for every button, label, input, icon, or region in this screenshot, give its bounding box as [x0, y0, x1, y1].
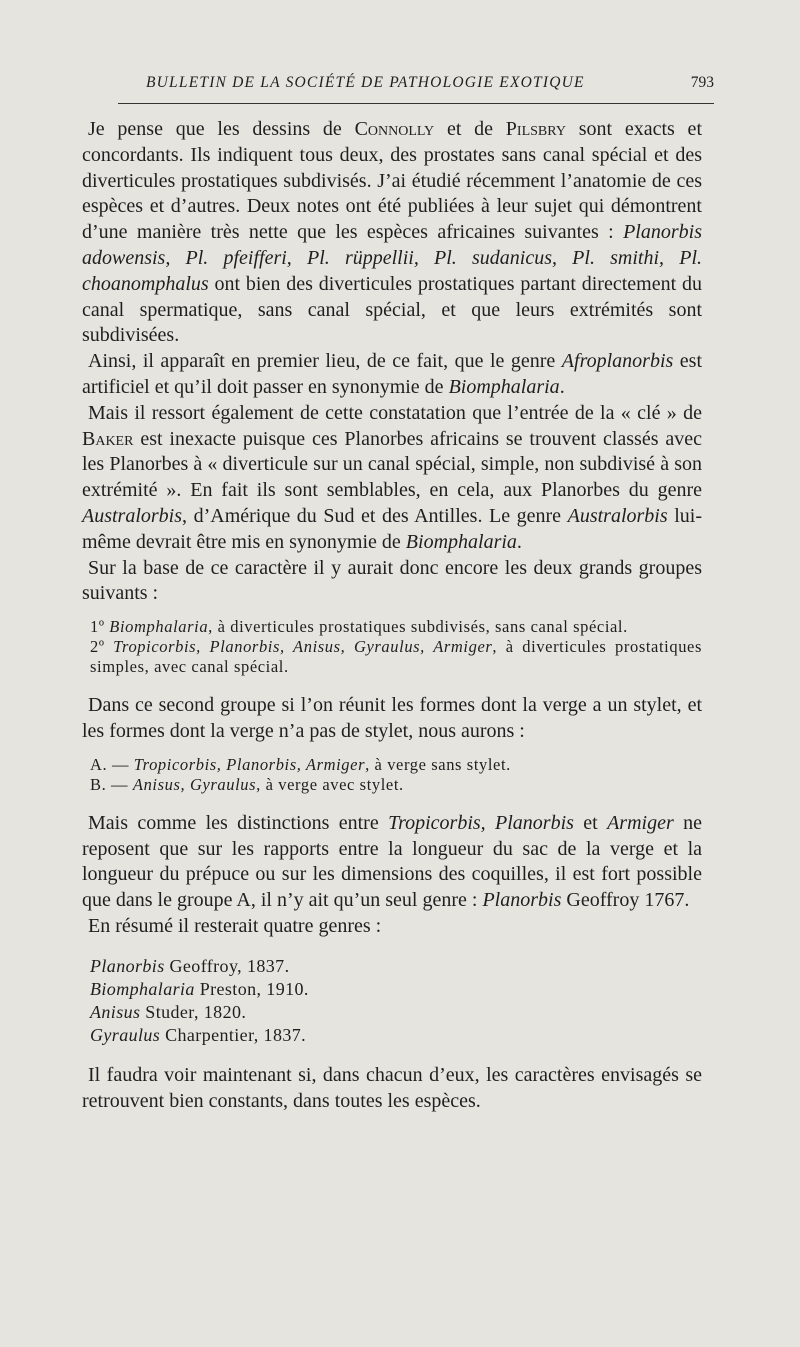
group-list: [82, 617, 702, 677]
paragraph-1: Je pense que les dessins de Connolly et de Pilsbry sont exacts et concordants. Ils indiquent tous deux, des prostates sans canal spécial et des diverticules prostatiques subdivisés. J’ai étudié récemment l’anatomie de ces espèces et d’autres. Deux notes ont été publiées à leur sujet qui démontrent d’une manière très nette que les espèces africaines suivantes : Planorbis adowensis, Pl. pfeifferi, Pl. rüppellii, Pl. sudanicus, Pl. smithi, Pl. choanomphalus ont bien des diverticules prostatiques partant directement du canal spermatique, sans canal spécial, et que leurs extrémités sont subdivisées.: [82, 118, 702, 347]
author-pilsbry: Pilsbry: [505, 118, 566, 140]
paragraph-7: En résumé il resterait quatre genres :: [88, 914, 382, 937]
paragraph-6: Mais comme les distinctions entre Tropicorbis, Planorbis et Armiger ne reposent que sur les rapports entre la longueur du sac de la verge et la longueur du prépuce ou sur les dimensions des coquilles, il est fort possible que dans le groupe A, il n’y ait qu’un seul genre : Planorbis Geoffroy 1767.: [82, 811, 702, 912]
list-item: Planorbis Geoffroy, 1837.: [90, 955, 290, 976]
list-item: Anisus Studer, 1820.: [90, 1001, 247, 1022]
list-item: Biomphalaria Preston, 1910.: [90, 978, 309, 999]
page-number: 793: [690, 74, 714, 91]
journal-title: BULLETIN DE LA SOCIÉTÉ DE PATHOLOGIE EXOTIQUE: [146, 74, 585, 91]
list-item: 2º Tropicorbis, Planorbis, Anisus, Gyraulus, Armiger, à diverticules prostatiques simples, avec canal spécial.: [90, 637, 702, 677]
author-connolly: Connolly: [354, 118, 435, 140]
paragraph-3: Mais il ressort également de cette constatation que l’entrée de la « clé » de Baker est inexacte puisque ces Planorbes africains se trouvent classés avec les Planorbes à « diverticule sur un canal spécial, simple, non subdivisé à son extrémité ». En fait ils sont semblables, en cela, aux Planorbes du genre Australorbis, d’Amérique du Sud et des Antilles. Le genre Australorbis lui-même devrait être mis en synonymie de Biomphalaria.: [82, 401, 702, 553]
list-item: B. — Anisus, Gyraulus, à verge avec stylet.: [90, 774, 404, 794]
paragraph-5: Dans ce second groupe si l’on réunit les formes dont la verge a un stylet, et les formes dont la verge n’a pas de stylet, nous aurons :: [82, 694, 702, 742]
subgroup-list: [82, 755, 702, 795]
list-item: Gyraulus Charpentier, 1837.: [90, 1024, 307, 1045]
genera-list: [82, 955, 702, 1047]
list-item: 1º Biomphalaria, à diverticules prostatiques subdivisés, sans canal spécial.: [90, 617, 628, 637]
list-item: A. — Tropicorbis, Planorbis, Armiger, à verge sans stylet.: [90, 754, 511, 774]
paragraph-4: Sur la base de ce caractère il y aurait donc encore les deux grands groupes suivants :: [82, 556, 702, 605]
paragraph-8: Il faudra voir maintenant si, dans chacun d’eux, les caractères envisagés se retrouvent bien constants, dans toutes les espèces.: [82, 1063, 702, 1112]
header-rule: [118, 103, 714, 104]
page-body: [82, 117, 702, 1114]
paragraph-2: Ainsi, il apparaît en premier lieu, de ce fait, que le genre Afroplanorbis est artificiel et qu’il doit passer en synonymie de Biomphalaria.: [82, 350, 703, 398]
author-baker: Baker: [82, 427, 134, 450]
species-list: Planorbis adowensis, Pl. pfeifferi, Pl. rüppellii, Pl. sudanicus, Pl. smithi, Pl. choanomphalus: [82, 221, 702, 295]
